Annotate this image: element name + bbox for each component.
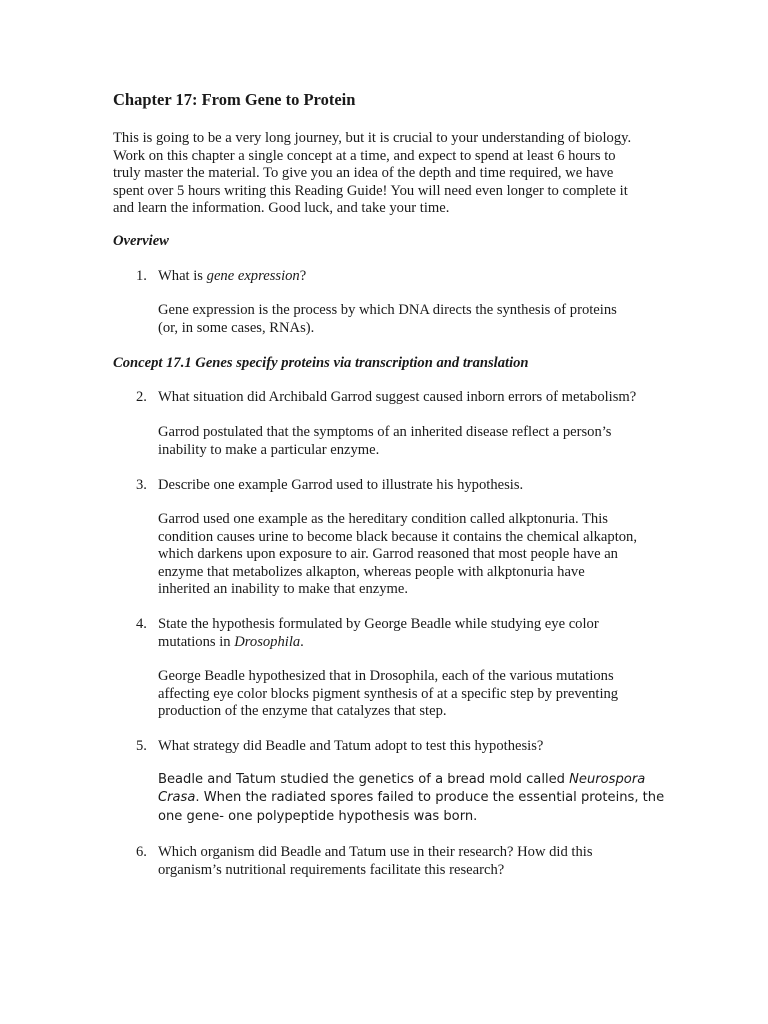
- question-text: State the hypothesis formulated by George Beadle while studying eye color: [158, 616, 599, 632]
- question-italic-term: Drosophila: [234, 633, 301, 650]
- answer-line: George Beadle hypothesized that in Drosophila, each of the various mutations: [158, 668, 614, 684]
- question-2: [136, 389, 636, 407]
- answer-5: [158, 771, 664, 826]
- answer-italic-term: Neurospora: [569, 772, 646, 787]
- question-5: [136, 738, 543, 756]
- answer-line: inability to make a particular enzyme.: [158, 441, 380, 458]
- intro-line: This is going to be a very long journey, but it is crucial to your understanding of biology.: [113, 130, 632, 146]
- question-text: .: [300, 633, 304, 650]
- answer-text: . When the radiated spores failed to produce the essential proteins, the: [195, 790, 665, 806]
- question-number: 3.: [136, 477, 147, 493]
- intro-line: Work on this chapter a single concept at a time, and expect to spend at least 6 hours to: [113, 147, 616, 164]
- question-text: Which organism did Beadle and Tatum use in their research? How did this: [158, 844, 593, 860]
- question-number: 6.: [136, 844, 147, 860]
- page-title: Chapter 17: From Gene to Protein: [113, 90, 356, 109]
- answer-line: enzyme that metabolizes alkapton, whereas people with alkptonuria have: [158, 563, 585, 580]
- answer-line: (or, in some cases, RNAs).: [158, 319, 315, 336]
- answer-italic-term: Crasa: [158, 790, 196, 806]
- question-6: [136, 844, 593, 879]
- intro-line: and learn the information. Good luck, and take your time.: [113, 200, 450, 217]
- question-italic-term: gene expression: [206, 268, 300, 284]
- concept-heading: Concept 17.1 Genes specify proteins via transcription and translation: [113, 355, 529, 371]
- question-text: What situation did Archibald Garrod suggest caused inborn errors of metabolism?: [158, 389, 637, 405]
- intro-line: spent over 5 hours writing this Reading Guide! You will need even longer to complete it: [113, 182, 628, 199]
- question-number: 4.: [136, 616, 147, 632]
- intro-paragraph: [113, 130, 631, 218]
- question-4: [136, 616, 599, 651]
- question-number: 2.: [136, 389, 147, 405]
- answer-line: Garrod used one example as the hereditary condition called alkptonuria. This: [158, 511, 608, 527]
- answer-line: which darkens upon exposure to air. Garrod reasoned that most people have an: [158, 546, 618, 563]
- answer-line: affecting eye color blocks pigment synthesis of at a specific step by preventing: [158, 685, 619, 702]
- answer-line: Garrod postulated that the symptoms of an inherited disease reflect a person’s: [158, 424, 612, 440]
- question-number: 5.: [136, 738, 147, 754]
- answer-text: Beadle and Tatum studied the genetics of a bread mold called: [158, 772, 570, 787]
- question-text: organism’s nutritional requirements facilitate this research?: [158, 861, 505, 878]
- answer-line: inherited an inability to make that enzyme.: [158, 581, 409, 598]
- answer-2: [158, 424, 612, 459]
- question-number: 1.: [136, 268, 147, 284]
- answer-line: production of the enzyme that catalyzes that step.: [158, 703, 447, 720]
- answer-3: [158, 511, 637, 599]
- question-text: ?: [299, 268, 307, 284]
- intro-line: truly master the material. To give you an idea of the depth and time required, we have: [113, 165, 614, 182]
- answer-1: [158, 302, 617, 337]
- question-text: mutations in: [158, 633, 235, 650]
- overview-heading: Overview: [113, 233, 169, 249]
- answer-line: Gene expression is the process by which DNA directs the synthesis of proteins: [158, 302, 617, 318]
- question-1: [136, 268, 306, 286]
- answer-4: [158, 668, 618, 721]
- answer-line: condition causes urine to become black because it contains the chemical alkapton,: [158, 528, 637, 545]
- question-text: Describe one example Garrod used to illustrate his hypothesis.: [158, 477, 524, 493]
- question-text: What is: [158, 268, 207, 284]
- question-text: What strategy did Beadle and Tatum adopt to test this hypothesis?: [158, 738, 544, 754]
- answer-line: one gene- one polypeptide hypothesis was born.: [158, 808, 478, 824]
- question-3: [136, 477, 523, 495]
